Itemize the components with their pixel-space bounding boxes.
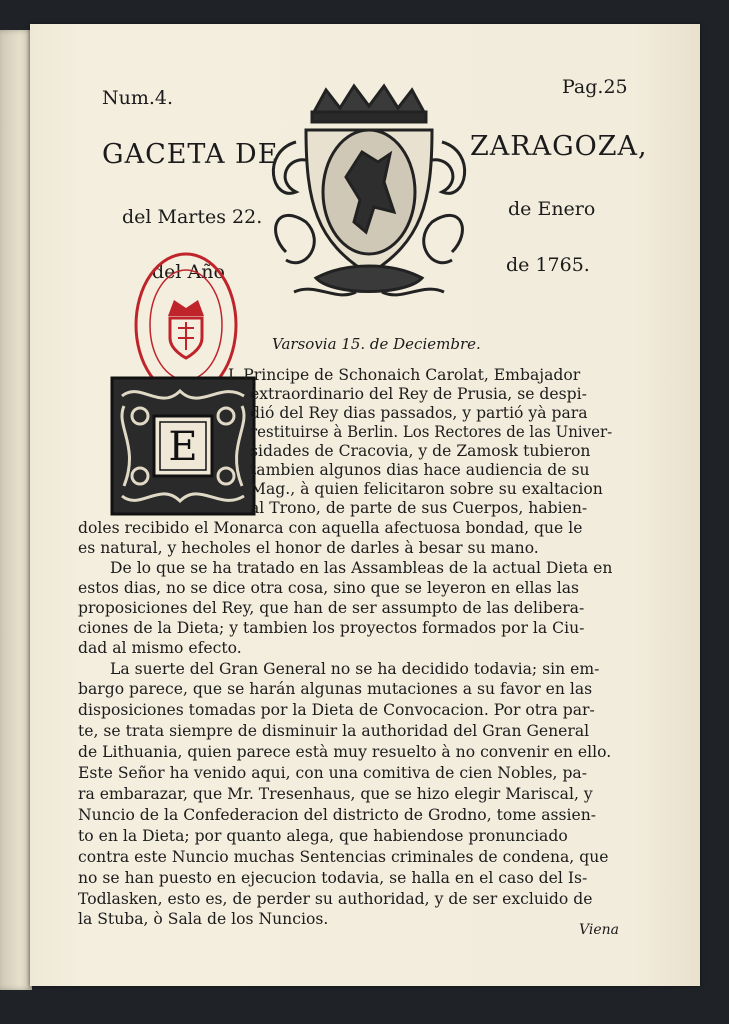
article-line: ciones de la Dieta; y tambien los proyectos formados por la Ciu- xyxy=(78,619,585,637)
article-line: Mag., à quien felicitaron sobre su exaltacion xyxy=(250,480,603,498)
article-line: disposiciones tomadas por la Dieta de Convocacion. Por otra par- xyxy=(78,701,595,719)
article-line: to en la Dieta; por quanto alega, que habiendose pronunciado xyxy=(78,827,568,845)
article-line: al Trono, de parte de sus Cuerpos, habien- xyxy=(250,499,588,517)
article-line: restituirse à Berlin. Los Rectores de las Univer- xyxy=(250,423,613,441)
article-line: de Lithuania, quien parece està muy resuelto à no convenir en ello. xyxy=(78,743,612,761)
article-line: L Principe de Schonaich Carolat, Embajador xyxy=(228,366,581,384)
date-right: de Enero xyxy=(508,198,596,220)
article-line: contra este Nuncio muchas Sentencias criminales de condena, que xyxy=(78,848,609,866)
article-line: proposiciones del Rey, que han de ser assumpto de las delibera- xyxy=(78,599,585,617)
article-line: Este Señor ha venido aqui, con una comitiva de cien Nobles, pa- xyxy=(78,764,587,782)
article-line: extraordinario del Rey de Prusia, se despi- xyxy=(250,385,587,403)
article-line: te, se trata siempre de disminuir la authoridad del Gran General xyxy=(78,722,590,740)
article-line: no se han puesto en ejecucion todavia, se halla en el caso del Is- xyxy=(78,869,588,887)
decorated-initial-icon xyxy=(110,376,256,516)
article-line: es natural, y hecholes el honor de darles à besar su mano. xyxy=(78,539,539,557)
dateline: Varsovia 15. de Deciembre. xyxy=(272,335,481,353)
article-line: bargo parece, que se harán algunas mutaciones a su favor en las xyxy=(78,680,593,698)
article-line: Nuncio de la Confederacion del districto de Grodno, tome assien- xyxy=(78,806,597,824)
initial-letter: E xyxy=(168,424,198,470)
coat-of-arms-icon xyxy=(266,82,472,314)
newspaper-page xyxy=(30,24,700,986)
article-line: dió del Rey dias passados, y partió yà para xyxy=(250,404,588,422)
article-line: La suerte del Gran General no se ha decidido todavia; sin em- xyxy=(110,660,600,678)
article-line: doles recibido el Monarca con aquella afectuosa bondad, que le xyxy=(78,519,583,537)
previous-page-edge xyxy=(0,30,32,990)
article-line: la Stuba, ò Sala de los Nuncios. xyxy=(78,910,329,928)
title-right: ZARAGOZA, xyxy=(470,131,648,162)
page-number: Pag.25 xyxy=(562,76,628,98)
year-left: del Año xyxy=(152,261,225,283)
article-line: dad al mismo efecto. xyxy=(78,639,242,657)
catchword: Viena xyxy=(579,922,619,938)
date-left: del Martes 22. xyxy=(122,206,263,228)
article-line: ra embarazar, que Mr. Tresenhaus, que se hizo elegir Mariscal, y xyxy=(78,785,593,803)
article-line: estos dias, no se dice otra cosa, sino que se leyeron en ellas las xyxy=(78,579,580,597)
article-line: tambien algunos dias hace audiencia de su xyxy=(250,461,590,479)
article-line: sidades de Cracovia, y de Zamosk tubieron xyxy=(250,442,591,460)
title-left: GACETA DE xyxy=(102,139,279,170)
year-right: de 1765. xyxy=(506,254,590,276)
article-line: Todlasken, esto es, de perder su authoridad, y de ser excluido de xyxy=(78,890,593,908)
article-line: De lo que se ha tratado en las Assambleas de la actual Dieta en xyxy=(110,559,613,577)
issue-number: Num.4. xyxy=(102,87,174,109)
